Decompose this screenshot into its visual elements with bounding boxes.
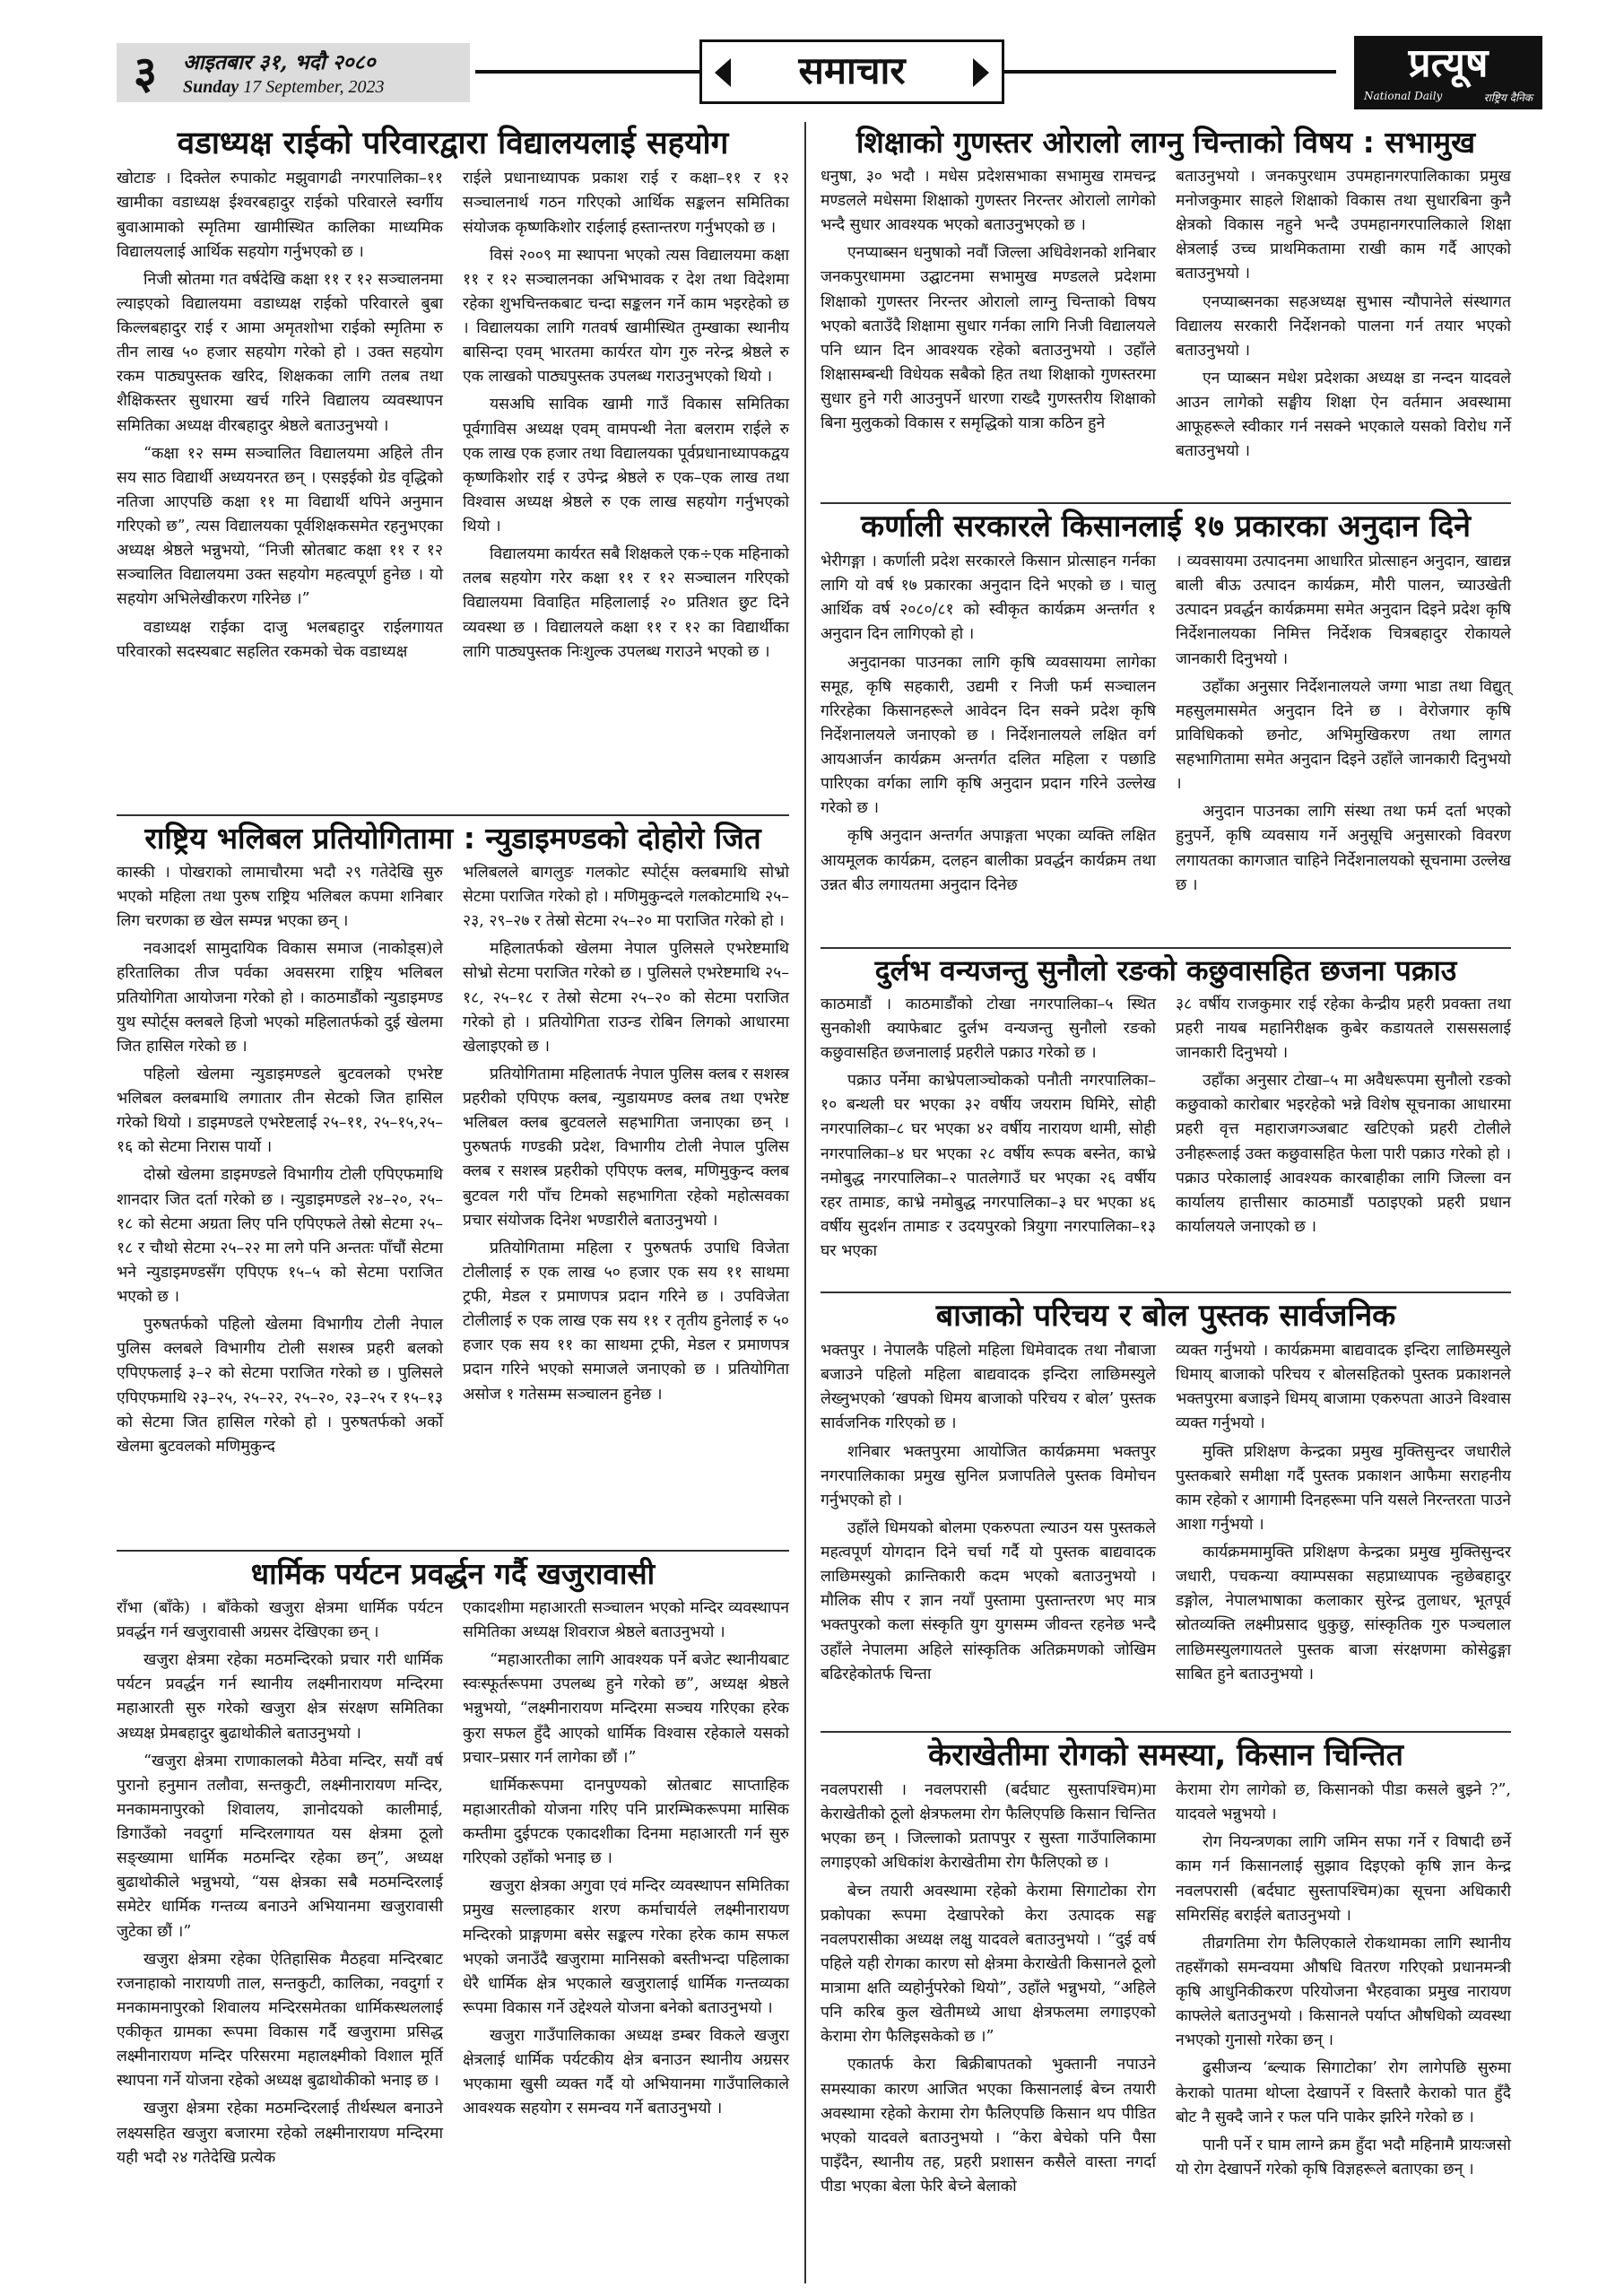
article-paragraph: यसअघि साविक खामी गाउँ विकास समितिका पूर्वगाविस अध्यक्ष एवम् वामपन्थी नेता बलराम राईले रु एक लाख एक हजार तथा विद्यालयका पूर्वप्रधानाध्यापकद्वय कृष्णकिशोर राई र उपेन्द्र श्रेष्ठले रु एक–एक लाख तथा विश्वास अध्यक्ष श्रेष्ठले रु एक लाख सहयोग गर्नुभएको थियो । — [463, 396, 789, 535]
article-paragraph: अनुदानका पाउनका लागि कृषि व्यवसायमा लागेका समूह, कृषि सहकारी, उद्यमी र निजी फर्म सञ्चालन गरिरहेका किसानहरूले आवेदन दिन सक्ने प्रदेश कृषि निर्देशनालयले जनाएको छ । निर्देशनालयले लक्षित वर्ग आयआर्जन कार्यक्रम अन्तर्गत दलित महिला र पछाडि पारिएका वर्गका लागि कृषि अनुदान प्रदान गरिने उल्लेख गरेको छ । — [821, 653, 1156, 818]
article-paragraph: एकादशीमा महाआरती सञ्चालन भएको मन्दिर व्यवस्थापन समितिका अध्यक्ष शिवराज श्रेष्ठले बताउनुभयो । — [463, 1598, 789, 1642]
article-paragraph: केरामा रोग लागेको छ, किसानको पीडा कसले बुझ्ने ?”, यादवले भन्नुभयो । — [1176, 1781, 1511, 1824]
article-religious-tourism — [117, 1557, 789, 2174]
article-divider — [821, 1292, 1511, 1293]
masthead-sub-np: राष्ट्रिय दैनिक — [1483, 91, 1533, 104]
article-column — [1176, 1779, 1511, 2203]
article-paragraph: पानी पर्ने र घाम लाग्ने क्रम हुँदा भदौ महिनामै प्रायःजसो यो रोग देखापर्ने गरेको कृषि विज्ञहरूले बताएका छन् । — [1176, 2135, 1511, 2179]
article-paragraph: खजुरा क्षेत्रमा रहेका मठमन्दिरलाई तीर्थस्थल बनाउने लक्ष्यसहित खजुरा बजारमा रहेको लक्ष्मीनारायण मन्दिरमा यही भदौ २४ गतेदेखि प्रत्येक — [117, 2100, 443, 2167]
article-karnali-subsidy — [821, 509, 1511, 901]
article-paragraph: “खजुरा क्षेत्रमा राणाकालको मैठेवा मन्दिर, सयौं वर्ष पुरानो हनुमान तलौवा, सन्तकुटी, लक्ष्मीनारायण मन्दिर, मनकामनापुरको शिवालय, ज्ञानोदयको कालीमाई, डिगाउँको नवदुर्गा मन्दिरलगायत यस क्षेत्रमा ठूलो सङ्ख्यामा धार्मिक मठमन्दिर रहेका छन्”, अध्यक्ष बुढाथोकीले भन्नुभयो, “यस क्षेत्रका सबै मठमन्दिरलाई समेटेर धार्मिक गन्तव्य बनाउने अभियानमा खजुरावासी जुटेका छौं ।” — [117, 1752, 443, 1941]
article-paragraph: धार्मिकरूपमा दानपुण्यको स्रोतबाट साप्ताहिक महाआरतीको योजना गरिए पनि प्रारम्भिकरूपमा मासिक कम्तीमा दुईपटक एकादशीका दिनमा महाआरती गर्न सुरु गरिएको उहाँको भनाइ छ । — [463, 1776, 789, 1868]
article-paragraph: विद्यालयमा कार्यरत सबै शिक्षकले एक÷एक महिनाको तलब सहयोग गरेर कक्षा ११ र १२ सञ्चालन गरिएको विद्यालयमा विवाहित महिलालाई २० प्रतिशत छुट दिने व्यवस्था छ । विद्यालयले कक्षा ११ र १२ का विद्यार्थीका लागि पाठ्यपुस्तक निःशुल्क उपलब्ध गराउने भएको छ । — [463, 545, 789, 661]
article-paragraph: मुक्ति प्रशिक्षण केन्द्रका प्रमुख मुक्तिसुन्दर जधारीले पुस्तकबारे समीक्षा गर्दै पुस्तक प्रकाशन आफैमा सराहनीय काम रहेको र आगामी दिनहरूमा पनि यसले निरन्तरता पाउने आशा गर्नुभयो । — [1176, 1442, 1511, 1534]
article-paragraph: विसं २००९ मा स्थापना भएको त्यस विद्यालयमा कक्षा ११ र १२ सञ्चालनका अभिभावक र देश तथा विदेशमा रहेका शुभचिन्तकबाट चन्दा सङ्कलन गर्ने काम भइरहेको छ । विद्यालयका लागि गतवर्ष खामीस्थित तुम्खाका स्थानीय बासिन्दा एवम् भारतमा कार्यरत योग गुरु नरेन्द्र श्रेष्ठले रु एक लाखको पाठ्यपुस्तक उपलब्ध गराउनुभएको थियो । — [463, 246, 789, 387]
date-nepali: आइतबार ३१, भदौ २०८० — [183, 50, 376, 74]
article-paragraph: एनप्याब्सन धनुषाको नवौं जिल्ला अधिवेशनको शनिबार जनकपुरधाममा उद्घाटनमा सभामुख मण्डलले प्रदेशमा शिक्षाको गुणस्तर निरन्तर ओरालो लाग्नु चिन्ताको विषय भएको बताउँदै शिक्षामा सुधार गर्नका लागि निजी विद्यालयले पनि ध्यान दिन आवश्यक रहेको बताउनुभयो । उहाँले शिक्षासम्बन्धी विधेयक सबैको हित तथा शिक्षाको गुणस्तरमा सुधार हुने गरी आउनुपर्ने धारणा राख्दै गुणस्तरीय शिक्षाको बिना मुलुकको विकास र समृद्धिको यात्रा कठिन हुने — [821, 244, 1156, 433]
article-column — [1176, 550, 1511, 901]
article-column — [463, 167, 789, 668]
article-paragraph: कास्की । पोखराको लामाचौरमा भदौ २९ गतेदेखि सुरु भएको महिला तथा पुरुष राष्ट्रिय भलिबल कपमा शनिबार लिग चरणका छ खेल सम्पन्न भएका छन् । — [117, 863, 443, 931]
article-paragraph: उहाँका अनुसार टोखा–५ मा अवैधरूपमा सुनौलो रङको कछुवाको कारोबार भइरहेको भन्ने विशेष सूचनाका आधारमा प्रहरी वृत्त महाराजगञ्जबाट खटिएको प्रहरी टोलीले उनीहरूलाई उक्त कछुवासहित फेला पारी पक्राउ गरेको हो । पक्राउ परेकालाई आवश्यक कारबाहीका लागि जिल्ला वन कार्यालय हात्तीसार काठमाडौं पठाइएको प्रहरी प्रधान कार्यालयले जनाएको छ । — [1176, 1072, 1511, 1236]
article-paragraph: उहाँले धिमयको बोलमा एकरुपता ल्याउन यस पुस्तकले महत्वपूर्ण योगदान दिने चर्चा गर्दै यो पुस्तक बाद्यवादक लाछिमस्युको क्रान्तिकारी कदम भएको बताउनुभयो । मौलिक सीप र ज्ञान नयाँ पुस्तामा पुस्तान्तरण भए मात्र भक्तपुरको कला संस्कृति युग युगसम्म जीवन्त रहनेछ भन्दै उहाँले नेपालमा अहिले सांस्कृतिक अतिक्रमणको जोखिम बढिरहेकोतर्फ चिन्ता — [821, 1518, 1156, 1683]
article-paragraph: ढुसीजन्य ‘ब्ल्याक सिगाटोका’ रोग लागेपछि सुरुमा केराको पातमा थोप्ला देखापर्ने र विस्तारै केराको पात हुँदै बोट नै सुक्दै जाने र फल पनि पाकेर झरिने गरेको छ । — [1176, 2059, 1511, 2126]
article-paragraph: भलिबलले बागलुङ गलकोट स्पोर्ट्स क्लबमाथि सोभ्रो सेटमा पराजित गरेको हो । मणिमुकुन्दले गलकोटमाथि २५–२३, २९–२७ र तेस्रो सेटमा २५–२० मा पराजित गरेको हो । — [463, 863, 789, 931]
masthead-subtitle — [1357, 90, 1540, 105]
article-paragraph: एन प्याब्सन मधेश प्रदेशका अध्यक्ष डा नन्दन यादवले आउन लागेको सङ्घीय शिक्षा ऐन वर्तमान अवस्थामा आफूहरूले स्वीकार गर्न नसक्ने भएकाले यसको विरोध गर्ने बताउनुभयो । — [1176, 369, 1511, 461]
article-headline: दुर्लभ वन्यजन्तु सुनौलो रङको कछुवासहित छजना पक्राउ — [874, 953, 1457, 987]
masthead-logo — [1354, 36, 1542, 109]
article-paragraph: खजुरा क्षेत्रमा रहेका ऐतिहासिक मैठहवा मन्दिरबाट रजनाहाको नारायणी ताल, सन्तकुटी, कालिका, नवदुर्गा र मनकामनापुरको शिवालय मन्दिरसमेतका धार्मिकस्थललाई एकीकृत ग्रामका रूपमा विकास गर्दै खजुरामा प्रसिद्ध लक्ष्मीनारायण मन्दिर परिसरमा महालक्ष्मीको विशाल मूर्ति स्थापना गर्ने योजना रहेको अध्यक्ष बुढाथोकीको भनाइ छ । — [117, 1950, 443, 2091]
page-header — [117, 39, 1542, 109]
article-paragraph: भक्तपुर । नेपालकै पहिलो महिला धिमेवादक तथा नौबाजा बजाउने पहिलो महिला बाद्यवादक इन्दिरा लाछिमस्युले लेख्नुभएको ‘खपको धिमय बाजाको परिचय र बोल’ पुस्तक सार्वजनिक गरिएको छ । — [821, 1342, 1156, 1433]
article-book-release — [821, 1299, 1511, 1691]
article-paragraph: प्रतियोगितामा महिलातर्फ नेपाल पुलिस क्लब र सशस्त्र प्रहरीको एपिएफ क्लब, न्युडायमण्ड क्लब तथा एभरेष्ट भलिबल क्लब बुटवलले सहभागिता जनाएका छन् । पुरुषतर्फ गण्डकी प्रदेश, विभागीय टोली नेपाल पुलिस क्लब र सशस्त्र प्रहरीको एपिएफ क्लब, मणिमुकुन्द क्लब बुटवल गरी पाँच टिमको सहभागिता रहेको महोत्सवका प्रचार संयोजक दिनेश भण्डारीले बताउनुभयो । — [463, 1065, 789, 1230]
article-paragraph: पुरुषतर्फको पहिलो खेलमा विभागीय टोली नेपाल पुलिस क्लबले विभागीय टोली सशस्त्र प्रहरी बलको एपिएफलाई ३–२ को सेटमा पराजित गरेको छ । पुलिसले एपिएफमाथि २३–२५, २५–२२, २५–२०, २३–२५ र १५–१३ को सेटमा जित हासिल गरेको हो । पुरुषतर्फको अर्को खेलमा बुटवलको मणिमुकुन्द — [117, 1316, 443, 1456]
page-number: ३ — [117, 43, 174, 102]
article-paragraph: नवलपरासी । नवलपरासी (बर्दघाट सुस्तापश्चिम)मा केराखेतीको ठूलो क्षेत्रफलमा रोग फैलिएपछि किसान चिन्तित भएका छन् । जिल्लाको प्रतापपुर र सुस्ता गाउँपालिकामा लगाइएको अधिकांश केराखेतीमा रोग फैलिएको छ । — [821, 1781, 1156, 1873]
article-column — [821, 165, 1156, 468]
article-paragraph: बेच्न तयारी अवस्थामा रहेको केरामा सिगाटोका रोग प्रकोपका रूपमा देखापरेको केरा उत्पादक सङ्घ नवलपरासीका अध्यक्ष लक्षु यादवले बताउनुभयो । “दुई वर्ष पहिले यही रोगका कारण सो क्षेत्रमा केराखेती किसानले ठूलो मात्रामा क्षति व्यहोर्नुपरेको थियो”, उहाँले भन्नुभयो, “अहिले पनि करिब कुल खेतीमध्ये आधा क्षेत्रफलमा लगाइएको केरामा रोग फैलिइसकेको छ ।” — [821, 1882, 1156, 2047]
section-title: समाचार — [798, 48, 906, 92]
article-paragraph: निजी स्रोतमा गत वर्षदेखि कक्षा ११ र १२ सञ्चालनमा ल्याइएको विद्यालयमा वडाध्यक्ष राईको परिवारले बुबा किल्लबहादुर राई र आमा अमृतशोभा राईको स्मृतिमा रु तीन लाख ५० हजार सहयोग गरेको हो । उक्त सहयोग रकम पाठ्यपुस्तक खरिद, शिक्षकका लागि तलब तथा शैक्षिकस्तर सुधारमा खर्च गरिने विद्यालय व्यवस्थापन समितिका अध्यक्ष वीरबहादुर श्रेष्ठले बताउनुभयो । — [117, 270, 443, 435]
article-education-quality — [821, 126, 1511, 467]
article-paragraph: । व्यवसायमा उत्पादनमा आधारित प्रोत्साहन अनुदान, खाद्यन्न बाली बीऊ उत्पादन कार्यक्रम, मौरी पालन, च्याउखेती उत्पादन प्रवर्द्धन कार्यक्रममा समेत अनुदान दिइने प्रदेश कृषि निर्देशनालयका निमित्त निर्देशक चित्रबहादुर रोकायले जानकारी दिनुभयो । — [1176, 552, 1511, 668]
date-box — [174, 43, 470, 102]
article-column — [463, 861, 789, 1463]
article-paragraph: रोग नियन्त्रणका लागि जमिन सफा गर्ने र विषादी छर्ने काम गर्न किसानलाई सुझाव दिइएको कृषि ज्ञान केन्द्र नवलपरासी (बर्दघाट सुस्तापश्चिम)का सूचना अधिकारी समिरसिंह बराईले बताउनुभयो । — [1176, 1833, 1511, 1925]
date-english — [183, 77, 470, 98]
article-column — [1176, 165, 1511, 468]
date-day: Sunday — [183, 77, 239, 97]
article-headline: कर्णाली सरकारले किसानलाई १७ प्रकारका अनुदान दिने — [860, 509, 1472, 544]
masthead-sub-en: National Daily — [1364, 90, 1443, 102]
article-volleyball — [117, 822, 789, 1463]
article-column — [117, 861, 443, 1463]
article-paragraph: धनुषा, ३० भदौ । मधेस प्रदेशसभाका सभामुख रामचन्द्र मण्डलले मधेसमा शिक्षाको गुणस्तर निरन्तर ओरालो लागेको भन्दै सुधार आवश्यक भएको बताउनुभएको छ । — [821, 167, 1156, 235]
article-paragraph: अनुदान पाउनका लागि संस्था तथा फर्म दर्ता भएको हुनुपर्ने, कृषि व्यवसाय गर्ने अनुसूचि अनुसारको विवरण लगायतका कागजात चाहिने निर्देशनालयको सूचनामा उल्लेख छ । — [1176, 803, 1511, 894]
article-school-support — [117, 126, 789, 668]
article-column — [821, 550, 1156, 901]
article-paragraph: महिलातर्फको खेलमा नेपाल पुलिसले एभरेष्टमाथि सोभ्रो सेटमा पराजित गरेको छ । पुलिसले एभरेष्टमाथि २५–१८, २५–१८ र तेस्रो सेटमा २५–२० को सेटमा पराजित गरेको हो । प्रतियोगिता राउन्ड रोबिन लिगको आधारमा खेलाइएको छ । — [463, 940, 789, 1056]
article-divider — [821, 502, 1511, 504]
article-column — [1176, 993, 1511, 1267]
article-paragraph: बताउनुभयो । जनकपुरधाम उपमहानगरपालिकाका प्रमुख मनोजकुमार साहले शिक्षाको विकास तथा सुधारबिना कुनै क्षेत्रको विकास नहुने भन्दै उपमहानगरपालिकाले शिक्षा क्षेत्रलाई उच्च प्राथमिकतामा राखी काम गर्दै आएको बताउनुभयो । — [1176, 167, 1511, 283]
article-column — [463, 1596, 789, 2174]
masthead-title: प्रत्यूष — [1408, 40, 1489, 86]
article-column — [821, 993, 1156, 1267]
article-paragraph: “महाआरतीका लागि आवश्यक पर्ने बजेट स्थानीयबाट स्वःस्फूर्तरूपमा उपलब्ध हुने गरेको छ”, अध्यक्ष श्रेष्ठले भन्नुभयो, “लक्ष्मीनारायण मन्दिरमा सञ्चय गरिएका हरेक कुरा सफल हुँदै आएको धार्मिक विश्वास रहेकाले यसको प्रचार–प्रसार गर्न लागेका छौं ।” — [463, 1651, 789, 1767]
article-paragraph: खजुरा क्षेत्रका अगुवा एवं मन्दिर व्यवस्थापन समितिका प्रमुख सल्लाहकार शरण कर्माचार्यले लक्ष्मीनारायण मन्दिरको प्राङ्गणमा बसेर सङ्कल्प गरेका हरेक काम सफल भएको जनाउँदै खजुरामा मानिसको बस्तीभन्दा पहिलाका धेरै धार्मिक क्षेत्र भएकाले खजुरालाई धार्मिक गन्तव्यका रूपमा विकास गर्ने उद्देश्यले योजना बनेको बताउनुभयो । — [463, 1877, 789, 2017]
article-paragraph: वडाध्यक्ष राईका दाजु भलबहादुर राईलगायत परिवारको सदस्यबाट सहलित रकमको चेक वडाध्यक्ष — [117, 618, 443, 661]
article-paragraph: कार्यक्रममामुक्ति प्रशिक्षण केन्द्रका प्रमुख मुक्तिसुन्दर जधारी, पचकन्या क्याम्पसका सहप्राध्यापक न्हुछेबहादुर डङ्गोल, नेपालभाषाका कलाकार सुरेन्द्र तुलाधर, भूतपूर्व स्रोतव्यक्ति लक्ष्मीप्रसाद धुकुछु, सांस्कृतिक गुरु पञ्चलाल लाछिमस्युलगायतले पुस्तक बाजा संरक्षणमा कोसेढुङ्गा साबित हुने बताउनुभयो । — [1176, 1544, 1511, 1683]
article-paragraph: राईले प्रधानाध्यापक प्रकाश राई र कक्षा–११ र १२ सञ्चालनार्थ गठन गरिएको आर्थिक सङ्कलन समितिका संयोजक कृष्णकिशोर राईलाई हस्तान्तरण गर्नुभएको छ । — [463, 170, 789, 237]
article-paragraph: पक्राउ पर्नेमा काभ्रेपलाञ्चोकको पनौती नगरपालिका–१० बन्थली घर भएका ३२ वर्षीय जयराम घिमिरे, सोही नगरपालिका–८ घर भएका ४२ वर्षीय नारायण थामी, सोही नगरपालिका–४ घर भएका २८ वर्षीय रूपक बस्नेत, काभ्रे नमोबुद्ध नगरपालिका–२ पातलेगाउँ घर भएका २६ वर्षीय रहर तामाङ, काभ्रे नमोबुद्ध नगरपालिका–३ घर भएका ४६ वर्षीय सुदर्शन तामाङ र उदयपुरको त्रियुगा नगरपालिका–१३ घर भएका — [821, 1072, 1156, 1261]
column-divider — [804, 122, 806, 2283]
article-paragraph: खजुरा गाउँपालिकाका अध्यक्ष डम्बर विकले खजुरा क्षेत्रलाई धार्मिक पर्यटकीय क्षेत्र बनाउन स्थानीय अग्रसर भएकामा खुसी व्यक्त गर्दै यो अभियानमा गाउँपालिकाले आवश्यक सहयोग र समन्वय गर्ने बताउनुभयो । — [463, 2027, 789, 2118]
article-paragraph: पहिलो खेलमा न्युडाइमण्डले बुटवलको एभरेष्ट भलिबल क्लबमाथि लगातार तीन सेटको जित हासिल गरेको थियो । डाइमण्डले एभरेष्टलाई २५–११, २५–१५,२५–१६ को सेटमा निरास पार्यो । — [117, 1065, 443, 1157]
article-column — [1176, 1339, 1511, 1691]
article-headline: राष्ट्रिय भलिबल प्रतियोगितामा : न्युडाइमण्डको दोहोरो जित — [144, 821, 761, 856]
article-headline: धार्मिक पर्यटन प्रवर्द्धन गर्दै खजुरावासी — [250, 1556, 656, 1591]
article-divider — [117, 814, 789, 816]
article-column — [117, 167, 443, 668]
article-paragraph: व्यक्त गर्नुभयो । कार्यक्रममा बाद्यवादक इन्दिरा लाछिमस्युले धिमाय् बाजाको परिचय र बोलसहितको पुस्तक प्रकाशनले भक्तपुरमा बजाइने धिमय् बाजामा एकरुपता आउने विश्वास व्यक्त गर्नुभयो । — [1176, 1342, 1511, 1433]
article-headline: केराखेतीमा रोगको समस्या, किसान चिन्तित — [927, 1737, 1404, 1773]
article-paragraph: उहाँका अनुसार निर्देशनालयले जग्गा भाडा तथा विद्युत् महसुलमासमेत अनुदान दिने छ । वेरोजगार कृषि प्राविधिकको छनोट, अभिमुखिकरण तथा लागत सहभागितामा समेत अनुदान दिइने उहाँले जानकारी दिनुभयो । — [1176, 677, 1511, 794]
article-paragraph: ३८ वर्षीय राजकुमार राई रहेका केन्द्रीय प्रहरी प्रवक्ता तथा प्रहरी नायब महानिरीक्षक कुबेर कडायतले रासससलाई जानकारी दिनुभयो । — [1176, 995, 1511, 1063]
article-paragraph: शनिबार भक्तपुरमा आयोजित कार्यक्रममा भक्तपुर नगरपालिकाका प्रमुख सुनिल प्रजापतिले पुस्तक विमोचन गर्नुभएको हो । — [821, 1442, 1156, 1509]
date-full: 17 September, 2023 — [243, 77, 385, 97]
article-paragraph: खोटाङ । दिक्तेल रुपाकोट मझुवागढी नगरपालिका–११ खामीका वडाध्यक्ष ईश्वरबहादुर राईको परिवारले स्वर्गीय बुवाआमाको स्मृतिमा खामीस्थित कालिका माध्यमिक विद्यालयलाई आर्थिक सहयोग गर्नुभएको छ । — [117, 170, 443, 261]
article-headline: बाजाको परिचय र बोल पुस्तक सार्वजनिक — [935, 1298, 1396, 1334]
arrow-left-icon — [715, 58, 731, 87]
article-banana-disease — [821, 1738, 1511, 2203]
article-column — [821, 1339, 1156, 1691]
article-paragraph: दोस्रो खेलमा डाइमण्डले विभागीय टोली एपिएफमाथि शानदार जित दर्ता गरेको छ । न्युडाइमण्डले २४–२०, २५–१८ को सेटमा अग्रता लिए पनि एपिएफले तेस्रो सेटमा २५–१८ र चौथो सेटमा २५–२२ मा लगे पनि अन्ततः पाँचौं सेटमा भने न्युडाइमण्डसँग एपिएफ १५–५ को सेटमा पराजित भएको छ । — [117, 1166, 443, 1307]
article-paragraph: एकातर्फ केरा बिक्रीबापतको भुक्तानी नपाउने समस्याका कारण आजित भएका किसानलाई बेच्न तयारी अवस्थामा रहेको केरामा रोग फैलिएपछि किसान थप पीडित भएको यादवले बताउनुभयो । “केरा बेचेको पनि पैसा पाइँदैन, स्थानीय तह, प्रहरी प्रशासन कसैले वास्ता नगर्दा पीडा भएका बेला फेरि बेच्ने बेलाको — [821, 2056, 1156, 2196]
article-paragraph: राँभा (बाँके) । बाँकेको खजुरा क्षेत्रमा धार्मिक पर्यटन प्रवर्द्धन गर्न खजुरावासी अग्रसर देखिएका छन् । — [117, 1598, 443, 1642]
article-turtle-arrest — [821, 954, 1511, 1267]
article-paragraph: प्रतियोगितामा महिला र पुरुषतर्फ उपाधि विजेता टोलीलाई रु एक लाख ५० हजार एक सय ११ साथमा ट्रफी, मेडल र प्रमाणपत्र प्रदान गरिने छ । उपविजेता टोलीलाई रु एक लाख एक सय ११ र तृतीय हुनेलाई रु ५० हजार एक सय ११ का साथमा ट्रफी, मेडल र प्रमाणपत्र प्रदान गरिने भएको समाजले जनाएको छ । प्रतियोगिता असोज १ गतेसम्म सञ्चालन हुनेछ । — [463, 1239, 789, 1404]
article-paragraph: कृषि अनुदान अन्तर्गत अपाङ्गता भएका व्यक्ति लक्षित आयमूलक कार्यक्रम, दलहन बालीका प्रवर्द्धन कार्यक्रम तथा उन्नत बीउ लगायतमा अनुदान दिनेछ — [821, 827, 1156, 894]
article-paragraph: भेरीगङ्गा । कर्णाली प्रदेश सरकारले किसान प्रोत्साहन गर्नका लागि यो वर्ष १७ प्रकारका अनुदान दिने भएको छ । चालु आर्थिक वर्ष २०८०/८१ को स्वीकृत कार्यक्रम अन्तर्गत १ अनुदान दिन लागिएको हो । — [821, 552, 1156, 644]
article-column — [821, 1779, 1156, 2203]
article-headline: वडाध्यक्ष राईको परिवारद्वारा विद्यालयलाई सहयोग — [177, 126, 729, 161]
article-paragraph: नवआदर्श सामुदायिक विकास समाज (नाकोड्स)ले हरितालिका तीज पर्वका अवसरमा राष्ट्रिय भलिबल प्रतियोगिता आयोजना गरेको हो । काठमाडौंको न्युडाइमण्ड युथ स्पोर्ट्स क्लबले हिजो भएको महिलातर्फको दुई खेलमा जित हासिल गरेको छ । — [117, 940, 443, 1056]
article-column — [117, 1596, 443, 2174]
article-divider — [821, 947, 1511, 949]
section-label — [699, 39, 1004, 104]
article-divider — [117, 1550, 789, 1552]
article-paragraph: तीव्रगतिमा रोग फैलिएकाले रोकथामका लागि स्थानीय तहसँगको समन्वयमा औषधि वितरण गरिएको प्रधानमन्त्री कृषि आधुनिकीकरण परियोजना भैरहवाका प्रमुख नारायण काफ्लेले बताउनुभयो । किसानले पर्याप्त औषधिको व्यवस्था नभएको गुनासो गरेका छन् । — [1176, 1934, 1511, 2050]
article-paragraph: खजुरा क्षेत्रमा रहेका मठमन्दिरको प्रचार गरी धार्मिक पर्यटन प्रवर्द्धन गर्न स्थानीय लक्ष्मीनारायण मन्दिरमा महाआरती सुरु गरेको खजुरा क्षेत्र संरक्षण समितिका अध्यक्ष प्रेमबहादुर बुढाथोकीले बताउनुभयो । — [117, 1651, 443, 1743]
article-paragraph: “कक्षा १२ सम्म सञ्चालित विद्यालयमा अहिले तीन सय साठ विद्यार्थी अध्ययनरत छन् । एसइईको ग्रेड वृद्धिको नतिजा आएपछि कक्षा ११ मा विद्यार्थी थपिने अनुमान गरिएको छ”, त्यस विद्यालयका पूर्वशिक्षकसमेत रहनुभएका अध्यक्ष श्रेष्ठले भन्नुभयो, “निजी स्रोतबाट कक्षा ११ र १२ सञ्चालित विद्यालयमा उक्त सहयोग महत्वपूर्ण हुनेछ । यो सहयोग अभिलेखीकरण गरिनेछ ।” — [117, 444, 443, 609]
article-paragraph: काठमाडौं । काठमाडौंको टोखा नगरपालिका–५ स्थित सुनकोशी क्याफेबाट दुर्लभ वन्यजन्तु सुनौलो रङको कछुवासहित छजनालाई प्रहरीले पक्राउ गरेको छ । — [821, 995, 1156, 1063]
article-headline: शिक्षाको गुणस्तर ओरालो लाग्नु चिन्ताको विषय : सभामुख — [855, 125, 1476, 160]
article-paragraph: एनप्याब्सनका सहअध्यक्ष सुभास न्यौपानेले संस्थागत विद्यालय सरकारी निर्देशनको पालना गर्न तयार भएको बताउनुभयो । — [1176, 292, 1511, 360]
article-divider — [821, 1731, 1511, 1733]
arrow-right-icon — [973, 58, 989, 87]
